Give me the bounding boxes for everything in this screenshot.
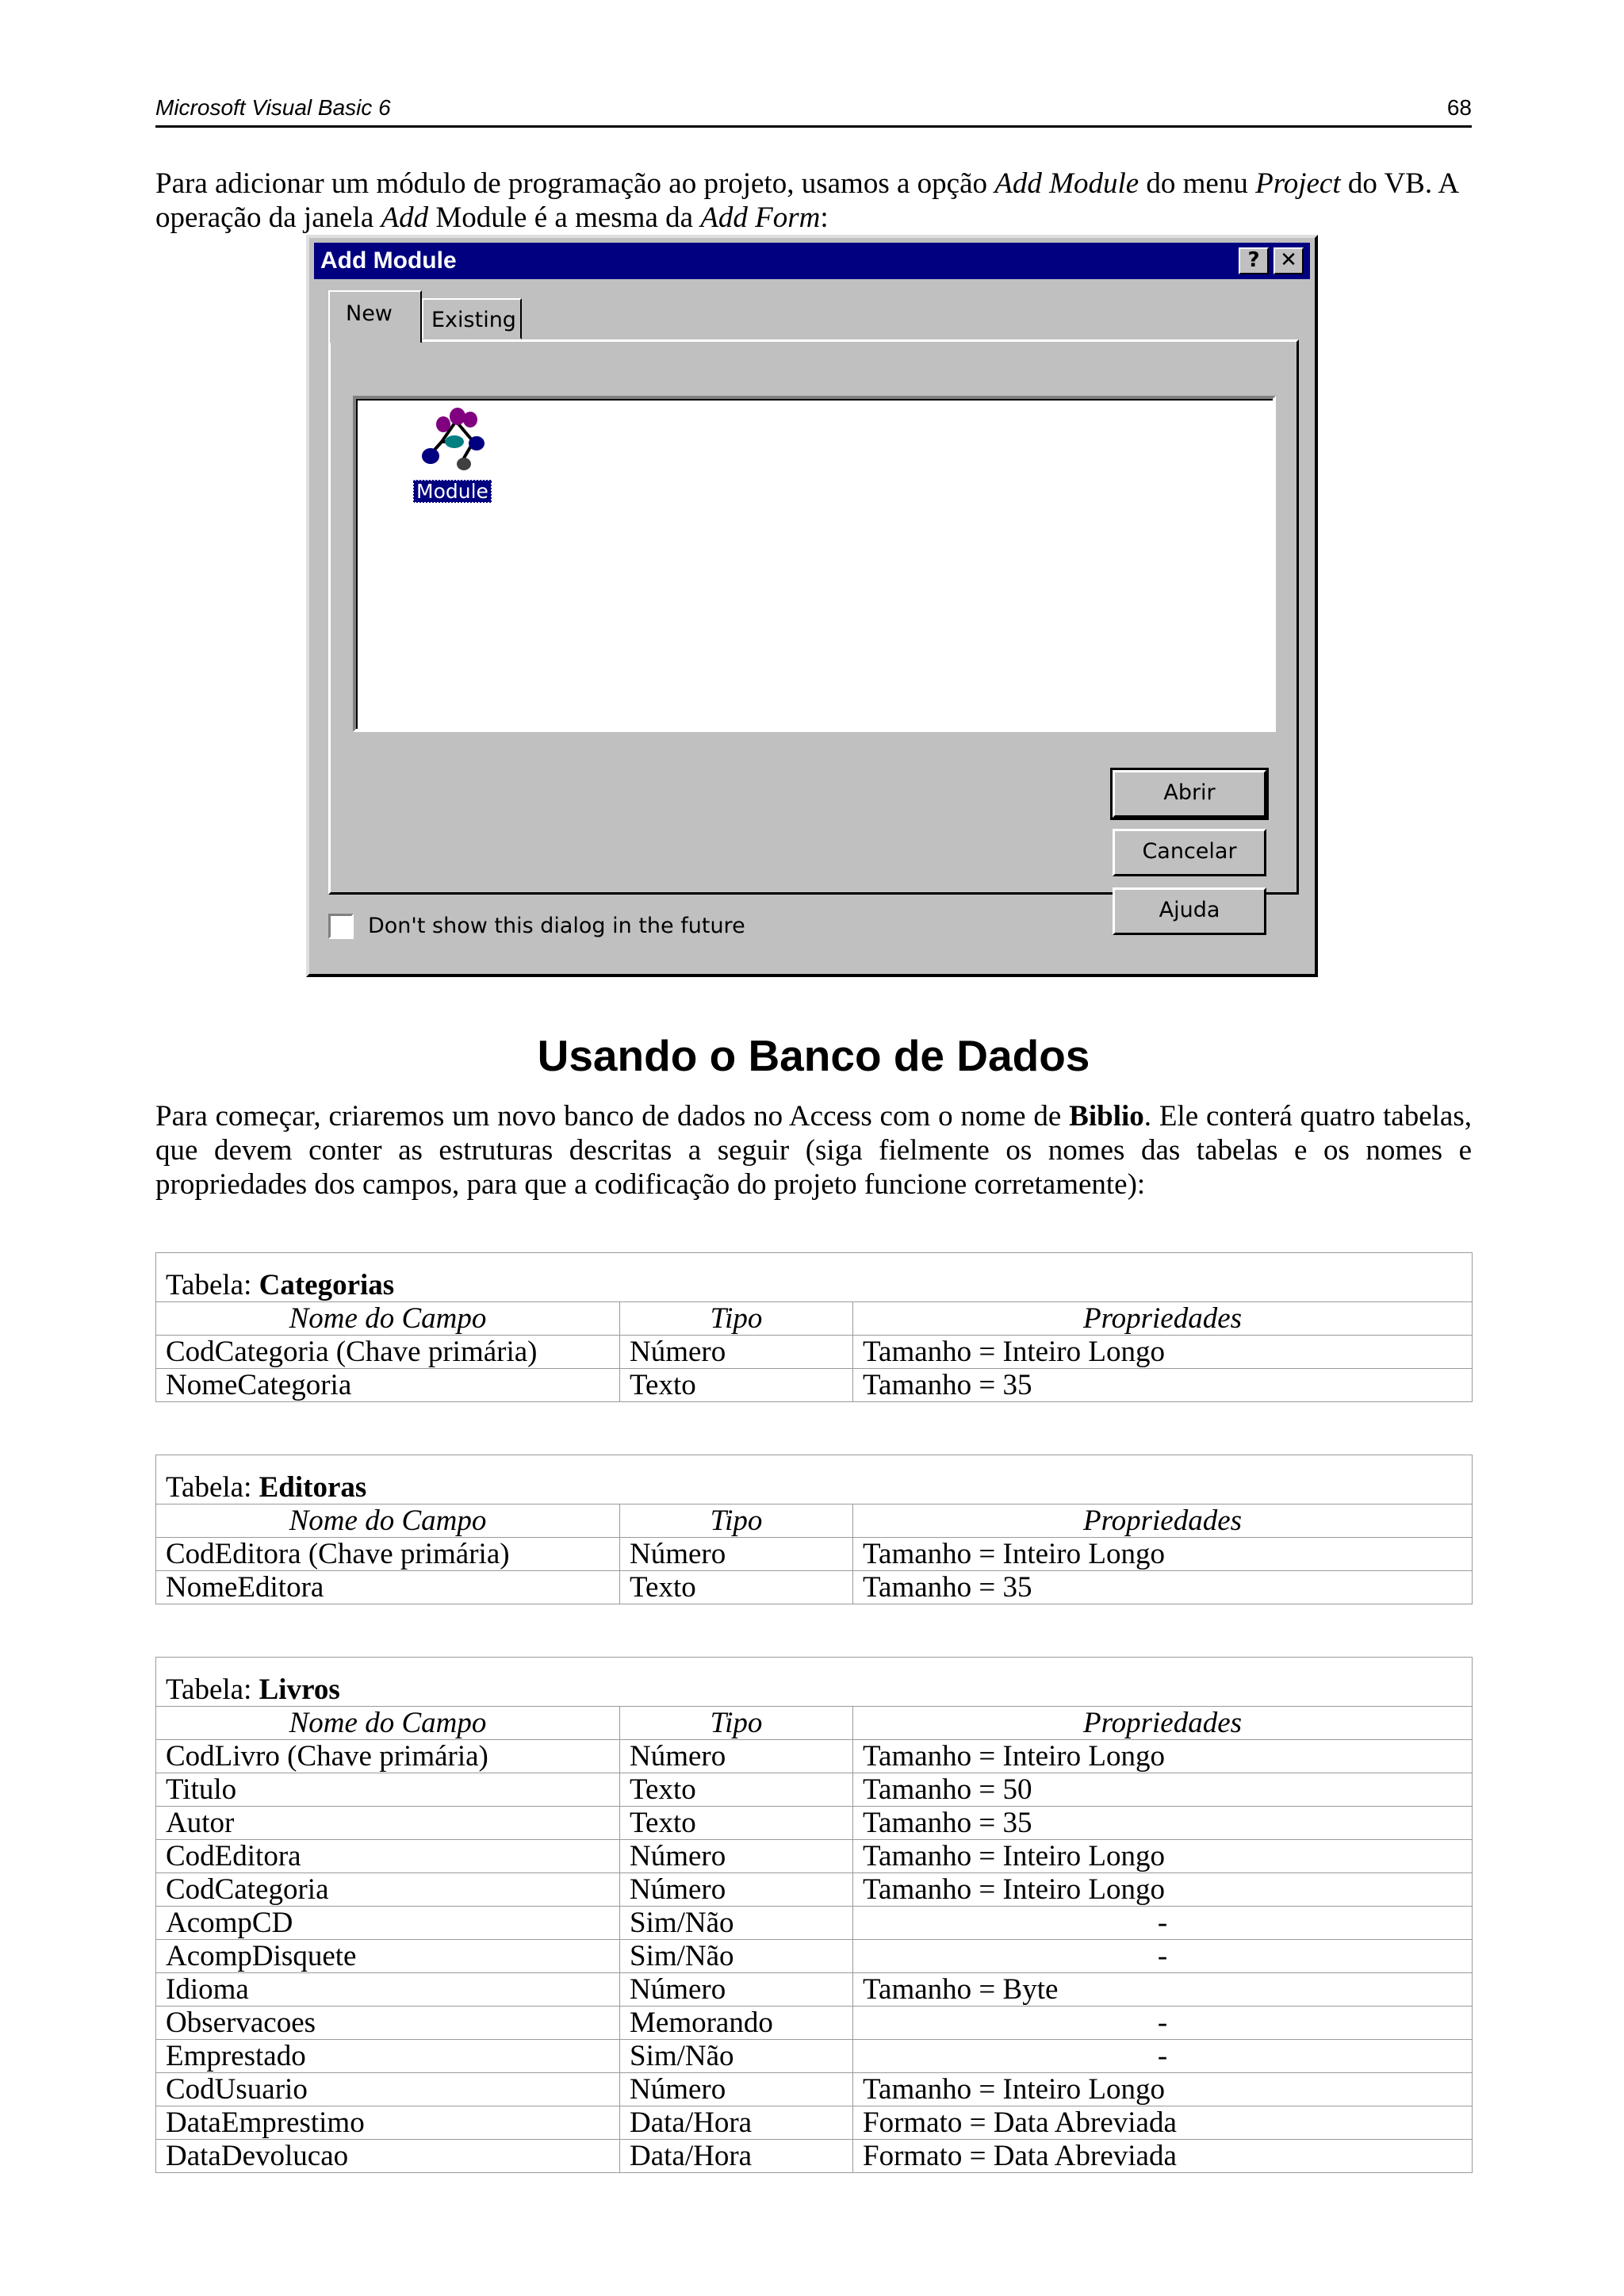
header-title: Microsoft Visual Basic 6 bbox=[155, 95, 391, 120]
table-row bbox=[156, 2106, 1473, 2140]
intro-italic-2: Project bbox=[1255, 167, 1341, 200]
table-cell: Sim/Não bbox=[620, 1940, 853, 1973]
template-list[interactable] bbox=[353, 396, 1276, 732]
table-cell: Formato = Data Abreviada bbox=[853, 2140, 1473, 2173]
module-icon bbox=[418, 405, 489, 475]
table-cell: Tamanho = Inteiro Longo bbox=[853, 2073, 1473, 2106]
table-editoras bbox=[155, 1455, 1473, 1604]
table-caption-row bbox=[156, 1455, 1473, 1504]
header-cell: Tipo bbox=[620, 1707, 853, 1740]
tab-existing-label: Existing bbox=[431, 308, 516, 332]
table-name: Categorias bbox=[259, 1269, 395, 1301]
table-caption-prefix: Tabela: bbox=[166, 1471, 259, 1504]
table-categorias bbox=[155, 1252, 1473, 1402]
tab-new-label: New bbox=[346, 301, 393, 326]
module-item[interactable] bbox=[413, 404, 500, 515]
table-cell: Número bbox=[620, 1538, 853, 1571]
table-header-row bbox=[156, 1302, 1473, 1336]
table-cell: - bbox=[853, 1940, 1473, 1973]
table-cell: Texto bbox=[620, 1773, 853, 1807]
table-cell: CodEditora bbox=[156, 1840, 620, 1873]
table-cell: Data/Hora bbox=[620, 2106, 853, 2140]
intro-text-5: : bbox=[820, 201, 829, 234]
header-cell: Tipo bbox=[620, 1504, 853, 1538]
table-row bbox=[156, 1940, 1473, 1973]
table-caption-row bbox=[156, 1658, 1473, 1707]
para-bold: Biblio bbox=[1069, 1100, 1144, 1133]
table-row bbox=[156, 2073, 1473, 2106]
table-row bbox=[156, 1873, 1473, 1907]
table-cell: CodCategoria bbox=[156, 1873, 620, 1907]
table-cell: AcompDisquete bbox=[156, 1940, 620, 1973]
page-number: 68 bbox=[1446, 95, 1472, 120]
intro-text-2: do menu bbox=[1139, 167, 1256, 200]
section-title: Usando o Banco de Dados bbox=[537, 1031, 1090, 1080]
table-cell: Tamanho = Inteiro Longo bbox=[853, 1873, 1473, 1907]
intro-italic-1: Add Module bbox=[994, 167, 1139, 200]
table-livros bbox=[155, 1657, 1473, 2173]
table-row bbox=[156, 1336, 1473, 1369]
table-cell: NomeCategoria bbox=[156, 1369, 620, 1402]
table-cell: Número bbox=[620, 1873, 853, 1907]
table-cell: Autor bbox=[156, 1807, 620, 1840]
para-text-1: Para começar, criaremos um novo banco de dados no Access com o nome de bbox=[155, 1100, 1070, 1133]
ajuda-button[interactable]: Ajuda bbox=[1113, 887, 1266, 935]
table-cell: Número bbox=[620, 1973, 853, 2007]
table-cell: Número bbox=[620, 2073, 853, 2106]
table-cell: Texto bbox=[620, 1571, 853, 1604]
table-cell: Observacoes bbox=[156, 2007, 620, 2040]
header-cell: Propriedades bbox=[853, 1707, 1473, 1740]
header-cell: Propriedades bbox=[853, 1302, 1473, 1336]
table-cell: Tamanho = 35 bbox=[853, 1369, 1473, 1402]
table-cell: AcompCD bbox=[156, 1907, 620, 1940]
table-cell: Número bbox=[620, 1336, 853, 1369]
table-caption-row bbox=[156, 1253, 1473, 1302]
table-row bbox=[156, 1740, 1473, 1773]
header-cell: Nome do Campo bbox=[156, 1302, 620, 1336]
intro-paragraph bbox=[155, 167, 1472, 235]
table-row bbox=[156, 2040, 1473, 2073]
table-caption bbox=[156, 1658, 1473, 1707]
intro-italic-3: Add bbox=[381, 201, 429, 234]
dont-show-checkbox[interactable] bbox=[328, 914, 354, 939]
tab-existing[interactable] bbox=[422, 298, 522, 339]
table-cell: CodUsuario bbox=[156, 2073, 620, 2106]
header-cell: Propriedades bbox=[853, 1504, 1473, 1538]
dont-show-label: Don't show this dialog in the future bbox=[368, 914, 745, 938]
table-cell: Tamanho = Byte bbox=[853, 1973, 1473, 2007]
para-text-2: . Ele conterá quatro tabelas, que devem conter as estruturas descritas a seguir (siga fielmente os nomes das tabelas e os nomes e propriedades dos campos, para que a codificação do projeto funcione corretamente): bbox=[155, 1100, 1473, 1201]
table-row bbox=[156, 2140, 1473, 2173]
table-caption bbox=[156, 1253, 1473, 1302]
header-cell: Nome do Campo bbox=[156, 1504, 620, 1538]
table-row bbox=[156, 1538, 1473, 1571]
table-cell: Data/Hora bbox=[620, 2140, 853, 2173]
table-cell: Tamanho = Inteiro Longo bbox=[853, 1740, 1473, 1773]
add-module-dialog bbox=[306, 235, 1318, 977]
intro-text-4: Module é a mesma da bbox=[428, 201, 701, 234]
table-row bbox=[156, 1840, 1473, 1873]
table-cell: Emprestado bbox=[156, 2040, 620, 2073]
table-cell: Tamanho = 35 bbox=[853, 1571, 1473, 1604]
table-cell: Memorando bbox=[620, 2007, 853, 2040]
table-row bbox=[156, 1369, 1473, 1402]
table-cell: - bbox=[853, 1907, 1473, 1940]
table-cell: Texto bbox=[620, 1807, 853, 1840]
intro-italic-4: Add Form bbox=[700, 201, 821, 234]
table-cell: - bbox=[853, 2007, 1473, 2040]
table-name: Editoras bbox=[259, 1471, 367, 1504]
table-cell: Sim/Não bbox=[620, 2040, 853, 2073]
table-header-row bbox=[156, 1504, 1473, 1538]
table-cell: NomeEditora bbox=[156, 1571, 620, 1604]
table-caption bbox=[156, 1455, 1473, 1504]
table-cell: DataEmprestimo bbox=[156, 2106, 620, 2140]
table-caption-prefix: Tabela: bbox=[166, 1269, 259, 1301]
table-cell: Tamanho = 50 bbox=[853, 1773, 1473, 1807]
table-row bbox=[156, 1807, 1473, 1840]
close-button[interactable]: ✕ bbox=[1274, 247, 1304, 274]
table-cell: Número bbox=[620, 1840, 853, 1873]
table-cell: CodEditora (Chave primária) bbox=[156, 1538, 620, 1571]
table-header-row bbox=[156, 1707, 1473, 1740]
abrir-button[interactable]: Abrir bbox=[1113, 770, 1266, 818]
table-cell: Tamanho = Inteiro Longo bbox=[853, 1840, 1473, 1873]
module-item-label: Module bbox=[413, 480, 492, 503]
table-row bbox=[156, 2007, 1473, 2040]
dialog-titlebar[interactable] bbox=[314, 243, 1310, 279]
table-cell: Tamanho = Inteiro Longo bbox=[853, 1538, 1473, 1571]
table-cell: Titulo bbox=[156, 1773, 620, 1807]
table-cell: Tamanho = 35 bbox=[853, 1807, 1473, 1840]
table-cell: DataDevolucao bbox=[156, 2140, 620, 2173]
table-cell: Idioma bbox=[156, 1973, 620, 2007]
intro-text-1: Para adicionar um módulo de programação ao projeto, usamos a opção bbox=[155, 167, 995, 200]
table-row bbox=[156, 1973, 1473, 2007]
table-caption-prefix: Tabela: bbox=[166, 1673, 259, 1706]
dialog-title: Add Module bbox=[320, 247, 457, 274]
cancelar-button[interactable]: Cancelar bbox=[1113, 829, 1266, 876]
table-cell: Sim/Não bbox=[620, 1907, 853, 1940]
table-name: Livros bbox=[259, 1673, 340, 1706]
section-paragraph bbox=[155, 1099, 1472, 1202]
table-cell: Tamanho = Inteiro Longo bbox=[853, 1336, 1473, 1369]
header-cell: Tipo bbox=[620, 1302, 853, 1336]
table-cell: CodCategoria (Chave primária) bbox=[156, 1336, 620, 1369]
table-cell: Texto bbox=[620, 1369, 853, 1402]
table-cell: Número bbox=[620, 1740, 853, 1773]
header-cell: Nome do Campo bbox=[156, 1707, 620, 1740]
table-cell: CodLivro (Chave primária) bbox=[156, 1740, 620, 1773]
table-cell: - bbox=[853, 2040, 1473, 2073]
tab-panel bbox=[328, 339, 1299, 922]
tab-new[interactable] bbox=[328, 290, 422, 343]
page-header bbox=[155, 94, 1472, 128]
table-cell: Formato = Data Abreviada bbox=[853, 2106, 1473, 2140]
intro-text-3: do VB. A operação da janela bbox=[155, 167, 1457, 234]
table-row bbox=[156, 1571, 1473, 1604]
table-row bbox=[156, 1773, 1473, 1807]
table-row bbox=[156, 1907, 1473, 1940]
help-button[interactable]: ? bbox=[1239, 247, 1269, 274]
